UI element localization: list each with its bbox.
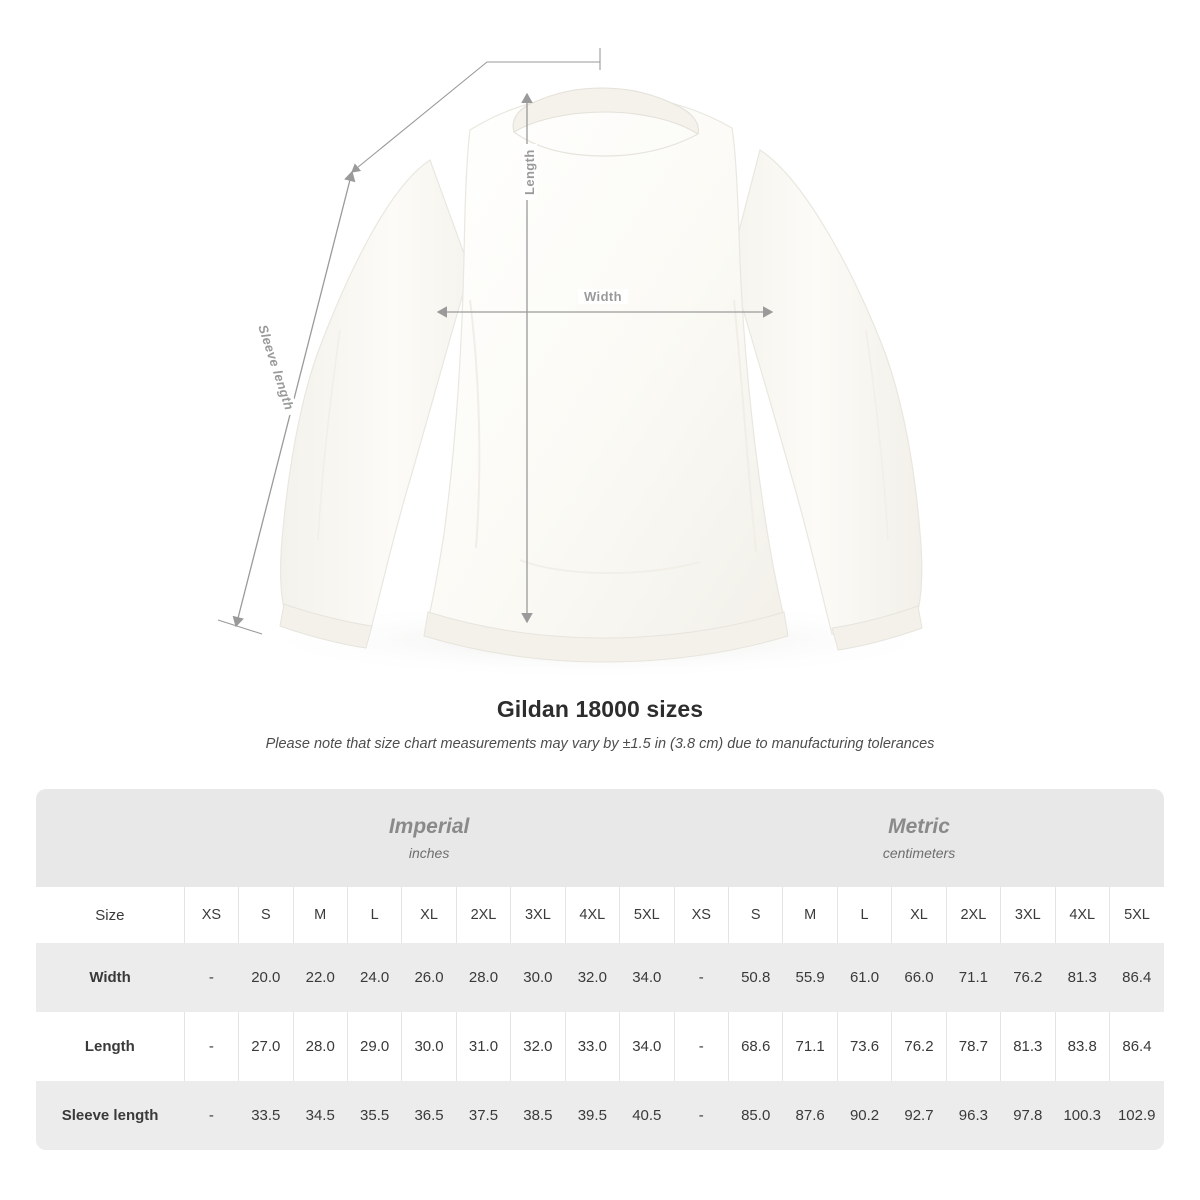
unit-header-spacer [36,789,184,887]
size-table [36,789,1164,1150]
width-imperial-l: 24.0 [347,943,401,1012]
width-metric-m: 55.9 [783,943,837,1012]
sleeve-imperial-xl: 36.5 [402,1081,456,1150]
sleeve-metric-3xl: 97.8 [1001,1081,1055,1150]
length-imperial-2xl: 31.0 [456,1012,510,1081]
width-dimension-label: Width [578,289,628,304]
width-imperial-xl: 26.0 [402,943,456,1012]
page-title: Gildan 18000 sizes [496,696,704,722]
sleeve-metric-xl: 92.7 [892,1081,946,1150]
length-imperial-xs: - [184,1012,238,1081]
size-header-imperial-3xl: 3XL [511,887,565,943]
length-metric-xs: - [674,1012,728,1081]
size-table-wrap [36,789,1164,1150]
length-metric-4xl: 83.8 [1055,1012,1109,1081]
length-metric-xl: 76.2 [892,1012,946,1081]
size-header-metric-m: M [783,887,837,943]
imperial-header-cell [184,789,674,887]
sleeve-length-dimension-label: Sleeve length [254,318,299,417]
width-metric-l: 61.0 [837,943,891,1012]
length-metric-s: 68.6 [728,1012,782,1081]
width-metric-3xl: 76.2 [1001,943,1055,1012]
metric-label: Metric [888,814,950,838]
sleeve-metric-m: 87.6 [783,1081,837,1150]
length-imperial-4xl: 33.0 [565,1012,619,1081]
row-label-sleeve-length: Sleeve length [36,1081,184,1150]
size-header-imperial-xl: XL [402,887,456,943]
size-header-imperial-5xl: 5XL [620,887,675,943]
length-metric-5xl: 86.4 [1109,1012,1164,1081]
sleeve-imperial-s: 33.5 [239,1081,293,1150]
sleeve-imperial-3xl: 38.5 [511,1081,565,1150]
size-header-metric-4xl: 4XL [1055,887,1109,943]
length-metric-2xl: 78.7 [946,1012,1000,1081]
title-block [0,696,1200,752]
width-imperial-4xl: 32.0 [565,943,619,1012]
width-metric-4xl: 81.3 [1055,943,1109,1012]
table-row [36,1012,1164,1081]
sleeve-metric-5xl: 102.9 [1109,1081,1164,1150]
unit-header-row [36,789,1164,887]
sleeve-imperial-4xl: 39.5 [565,1081,619,1150]
length-imperial-l: 29.0 [347,1012,401,1081]
length-imperial-3xl: 32.0 [511,1012,565,1081]
size-column-label: Size [36,887,184,943]
length-metric-l: 73.6 [837,1012,891,1081]
sleeve-metric-s: 85.0 [728,1081,782,1150]
size-header-metric-xs: XS [674,887,728,943]
imperial-label: Imperial [388,814,470,838]
size-header-imperial-4xl: 4XL [565,887,619,943]
size-header-metric-s: S [728,887,782,943]
sleeve-imperial-xs: - [184,1081,238,1150]
tolerance-note: Please note that size chart measurements may vary by ±1.5 in (3.8 cm) due to manufacturing tolerances [265,736,935,752]
size-header-metric-5xl: 5XL [1109,887,1164,943]
size-header-metric-l: L [837,887,891,943]
sleeve-imperial-2xl: 37.5 [456,1081,510,1150]
sleeve-imperial-m: 34.5 [293,1081,347,1150]
size-header-imperial-l: L [347,887,401,943]
width-imperial-m: 22.0 [293,943,347,1012]
length-metric-m: 71.1 [783,1012,837,1081]
width-imperial-2xl: 28.0 [456,943,510,1012]
length-imperial-xl: 30.0 [402,1012,456,1081]
size-header-imperial-2xl: 2XL [456,887,510,943]
sleeve-imperial-5xl: 40.5 [620,1081,675,1150]
table-row [36,943,1164,1012]
width-imperial-5xl: 34.0 [620,943,675,1012]
size-header-imperial-xs: XS [184,887,238,943]
length-metric-3xl: 81.3 [1001,1012,1055,1081]
width-imperial-3xl: 30.0 [511,943,565,1012]
length-imperial-m: 28.0 [293,1012,347,1081]
width-metric-2xl: 71.1 [946,943,1000,1012]
length-imperial-5xl: 34.0 [620,1012,675,1081]
size-header-metric-3xl: 3XL [1001,887,1055,943]
metric-header-cell [674,789,1164,887]
width-metric-xs: - [674,943,728,1012]
row-label-length: Length [36,1012,184,1081]
sleeve-metric-2xl: 96.3 [946,1081,1000,1150]
length-imperial-s: 27.0 [239,1012,293,1081]
width-imperial-xs: - [184,943,238,1012]
length-dimension-label: Length [522,144,537,200]
sleeve-imperial-l: 35.5 [347,1081,401,1150]
size-header-metric-2xl: 2XL [946,887,1000,943]
width-metric-s: 50.8 [728,943,782,1012]
imperial-sublabel: inches [408,845,450,862]
sleeve-metric-l: 90.2 [837,1081,891,1150]
table-row [36,1081,1164,1150]
metric-sublabel: centimeters [882,845,956,862]
sleeve-metric-xs: - [674,1081,728,1150]
width-imperial-s: 20.0 [239,943,293,1012]
row-label-width: Width [36,943,184,1012]
size-header-metric-xl: XL [892,887,946,943]
width-metric-xl: 66.0 [892,943,946,1012]
width-metric-5xl: 86.4 [1109,943,1164,1012]
size-header-row [36,887,1164,943]
size-header-imperial-m: M [293,887,347,943]
size-header-imperial-s: S [239,887,293,943]
sleeve-metric-4xl: 100.3 [1055,1081,1109,1150]
